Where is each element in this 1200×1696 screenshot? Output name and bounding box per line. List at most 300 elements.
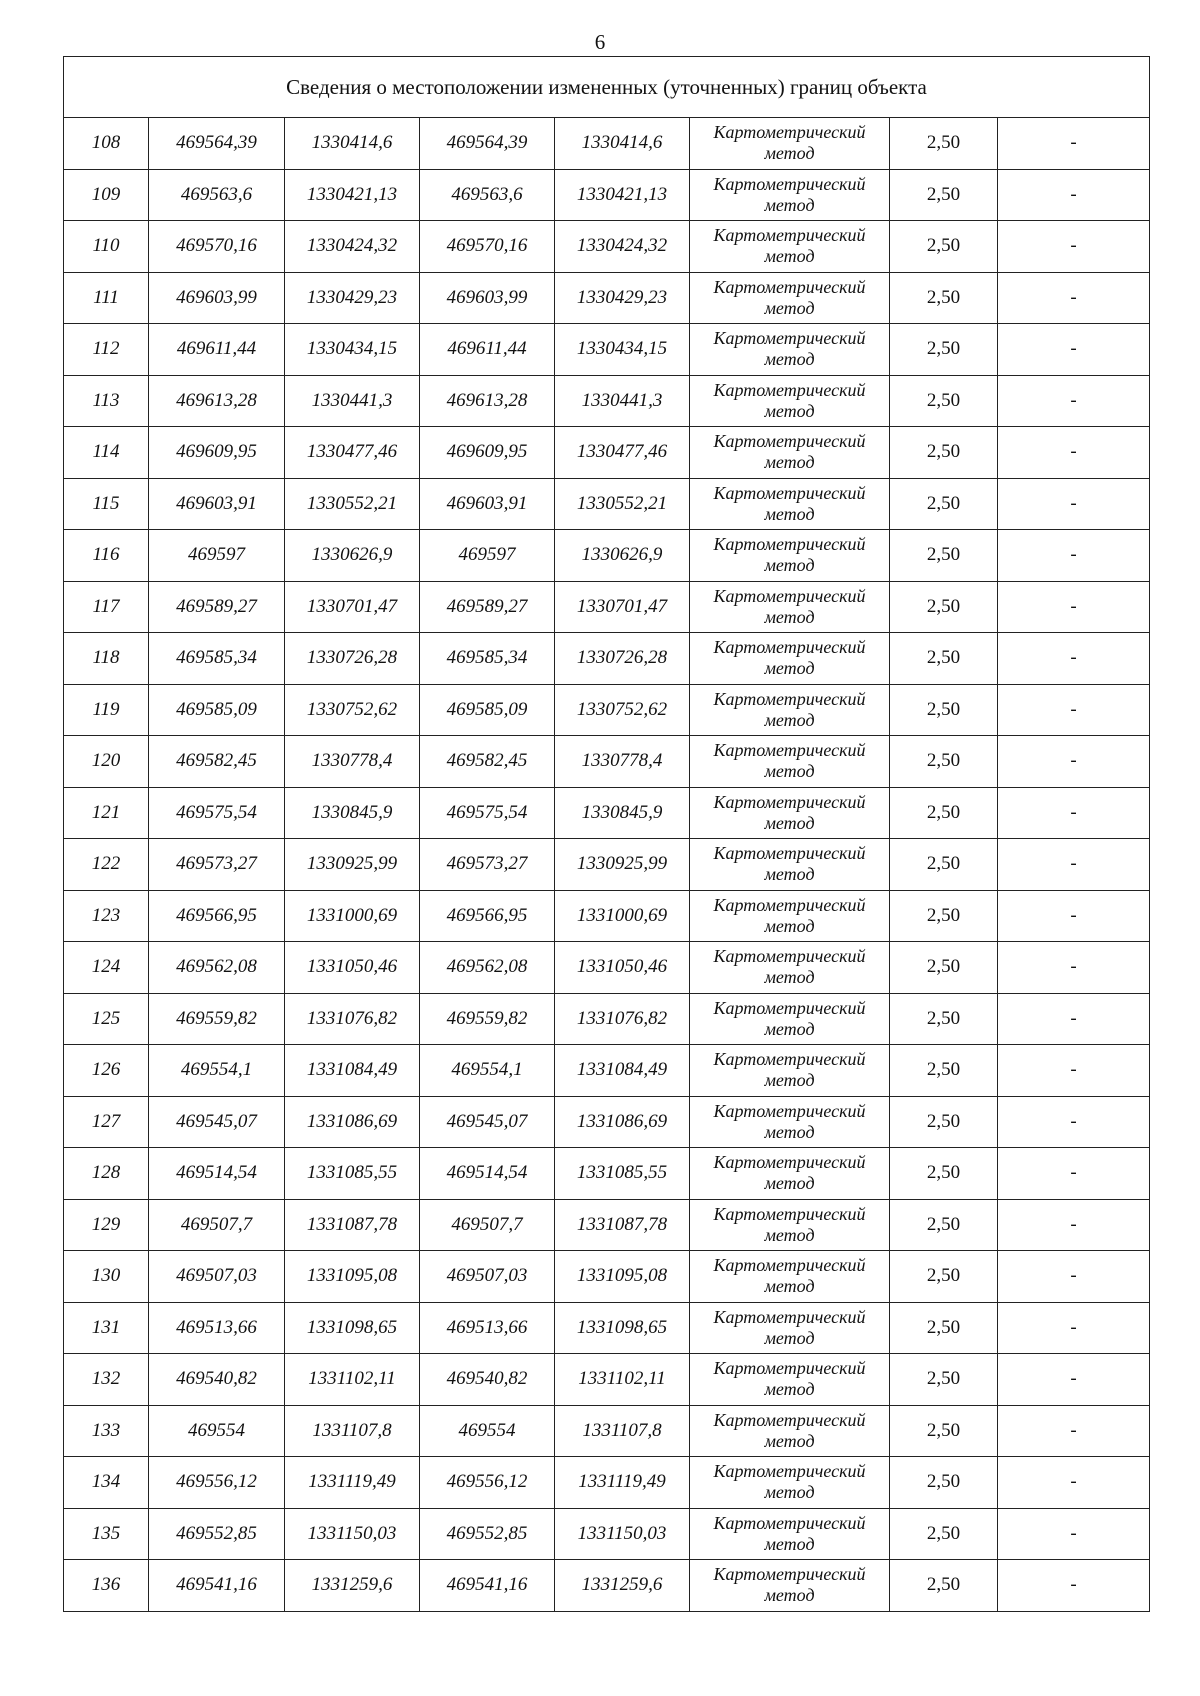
refined-y-cell: 1330626,9 xyxy=(555,530,690,582)
existing-x-cell: 469564,39 xyxy=(149,118,285,170)
existing-x-cell: 469540,82 xyxy=(149,1354,285,1406)
accuracy-cell: 2,50 xyxy=(890,581,998,633)
point-number-cell: 127 xyxy=(64,1096,149,1148)
method-line-2: метод xyxy=(764,761,815,782)
method-line-2: метод xyxy=(764,1070,815,1091)
note-cell: - xyxy=(998,1354,1150,1406)
table-section-title: Сведения о местоположении измененных (уточненных) границ объекта xyxy=(64,57,1150,118)
method-line-1: Картометрический xyxy=(713,740,866,761)
existing-x-cell: 469563,6 xyxy=(149,169,285,221)
existing-y-cell: 1330424,32 xyxy=(285,221,420,273)
method-line-2: метод xyxy=(764,400,815,421)
point-number-cell: 118 xyxy=(64,633,149,685)
point-number-cell: 126 xyxy=(64,1045,149,1097)
refined-y-cell: 1331119,49 xyxy=(555,1457,690,1509)
existing-y-cell: 1331087,78 xyxy=(285,1199,420,1251)
table-row xyxy=(64,272,1150,324)
refined-y-cell: 1331000,69 xyxy=(555,890,690,942)
existing-x-cell: 469589,27 xyxy=(149,581,285,633)
table-row xyxy=(64,1354,1150,1406)
table-row xyxy=(64,1457,1150,1509)
accuracy-cell: 2,50 xyxy=(890,942,998,994)
method-cell xyxy=(690,1096,890,1148)
refined-y-cell: 1330424,32 xyxy=(555,221,690,273)
method-cell xyxy=(690,272,890,324)
table-row xyxy=(64,1199,1150,1251)
existing-y-cell: 1331150,03 xyxy=(285,1508,420,1560)
existing-y-cell: 1330414,6 xyxy=(285,118,420,170)
method-line-2: метод xyxy=(764,812,815,833)
table-row xyxy=(64,221,1150,273)
note-cell: - xyxy=(998,839,1150,891)
table-row xyxy=(64,1508,1150,1560)
method-line-2: метод xyxy=(764,1173,815,1194)
existing-y-cell: 1331076,82 xyxy=(285,993,420,1045)
table-row xyxy=(64,1251,1150,1303)
method-line-2: метод xyxy=(764,246,815,267)
refined-x-cell: 469609,95 xyxy=(420,427,555,479)
existing-x-cell: 469603,99 xyxy=(149,272,285,324)
refined-y-cell: 1331050,46 xyxy=(555,942,690,994)
method-line-1: Картометрический xyxy=(713,1049,866,1070)
table-row xyxy=(64,890,1150,942)
accuracy-cell: 2,50 xyxy=(890,1148,998,1200)
refined-x-cell: 469559,82 xyxy=(420,993,555,1045)
method-line-2: метод xyxy=(764,1585,815,1606)
refined-y-cell: 1331107,8 xyxy=(555,1405,690,1457)
existing-y-cell: 1331084,49 xyxy=(285,1045,420,1097)
table-row xyxy=(64,1560,1150,1612)
table-row xyxy=(64,1302,1150,1354)
refined-x-cell: 469556,12 xyxy=(420,1457,555,1509)
refined-x-cell: 469603,91 xyxy=(420,478,555,530)
point-number-cell: 130 xyxy=(64,1251,149,1303)
method-line-2: метод xyxy=(764,1018,815,1039)
existing-x-cell: 469554,1 xyxy=(149,1045,285,1097)
refined-x-cell: 469541,16 xyxy=(420,1560,555,1612)
accuracy-cell: 2,50 xyxy=(890,272,998,324)
table-row xyxy=(64,427,1150,479)
point-number-cell: 123 xyxy=(64,890,149,942)
method-line-1: Картометрический xyxy=(713,276,866,297)
method-line-1: Картометрический xyxy=(713,1358,866,1379)
method-line-1: Картометрический xyxy=(713,1152,866,1173)
existing-y-cell: 1331107,8 xyxy=(285,1405,420,1457)
point-number-cell: 122 xyxy=(64,839,149,891)
table-row xyxy=(64,684,1150,736)
refined-x-cell: 469611,44 xyxy=(420,324,555,376)
table-row xyxy=(64,478,1150,530)
accuracy-cell: 2,50 xyxy=(890,1354,998,1406)
refined-x-cell: 469554 xyxy=(420,1405,555,1457)
refined-y-cell: 1330429,23 xyxy=(555,272,690,324)
table-row xyxy=(64,1405,1150,1457)
existing-y-cell: 1330778,4 xyxy=(285,736,420,788)
method-line-1: Картометрический xyxy=(713,1564,866,1585)
refined-y-cell: 1330477,46 xyxy=(555,427,690,479)
note-cell: - xyxy=(998,1405,1150,1457)
refined-x-cell: 469582,45 xyxy=(420,736,555,788)
method-line-2: метод xyxy=(764,606,815,627)
note-cell: - xyxy=(998,375,1150,427)
method-cell xyxy=(690,839,890,891)
table-row xyxy=(64,581,1150,633)
method-line-1: Картометрический xyxy=(713,482,866,503)
method-line-1: Картометрический xyxy=(713,328,866,349)
method-line-2: метод xyxy=(764,1430,815,1451)
method-line-1: Картометрический xyxy=(713,585,866,606)
existing-x-cell: 469611,44 xyxy=(149,324,285,376)
accuracy-cell: 2,50 xyxy=(890,787,998,839)
note-cell: - xyxy=(998,1199,1150,1251)
refined-x-cell: 469552,85 xyxy=(420,1508,555,1560)
point-number-cell: 121 xyxy=(64,787,149,839)
table-row xyxy=(64,787,1150,839)
method-line-2: метод xyxy=(764,452,815,473)
refined-x-cell: 469507,03 xyxy=(420,1251,555,1303)
refined-y-cell: 1330421,13 xyxy=(555,169,690,221)
point-number-cell: 125 xyxy=(64,993,149,1045)
method-line-1: Картометрический xyxy=(713,534,866,555)
accuracy-cell: 2,50 xyxy=(890,478,998,530)
existing-y-cell: 1331085,55 xyxy=(285,1148,420,1200)
table-row xyxy=(64,530,1150,582)
existing-y-cell: 1331098,65 xyxy=(285,1302,420,1354)
method-cell xyxy=(690,1302,890,1354)
note-cell: - xyxy=(998,1457,1150,1509)
note-cell: - xyxy=(998,272,1150,324)
refined-y-cell: 1330441,3 xyxy=(555,375,690,427)
existing-y-cell: 1330845,9 xyxy=(285,787,420,839)
method-cell xyxy=(690,1045,890,1097)
point-number-cell: 109 xyxy=(64,169,149,221)
method-cell xyxy=(690,221,890,273)
accuracy-cell: 2,50 xyxy=(890,839,998,891)
refined-x-cell: 469514,54 xyxy=(420,1148,555,1200)
accuracy-cell: 2,50 xyxy=(890,1045,998,1097)
method-cell xyxy=(690,478,890,530)
table-row xyxy=(64,118,1150,170)
point-number-cell: 129 xyxy=(64,1199,149,1251)
method-line-2: метод xyxy=(764,297,815,318)
refined-x-cell: 469563,6 xyxy=(420,169,555,221)
method-cell xyxy=(690,1457,890,1509)
point-number-cell: 133 xyxy=(64,1405,149,1457)
accuracy-cell: 2,50 xyxy=(890,1457,998,1509)
accuracy-cell: 2,50 xyxy=(890,633,998,685)
note-cell: - xyxy=(998,118,1150,170)
refined-y-cell: 1331084,49 xyxy=(555,1045,690,1097)
page-number: 6 xyxy=(594,30,606,54)
point-number-cell: 119 xyxy=(64,684,149,736)
point-number-cell: 110 xyxy=(64,221,149,273)
method-line-1: Картометрический xyxy=(713,1461,866,1482)
existing-y-cell: 1330701,47 xyxy=(285,581,420,633)
point-number-cell: 108 xyxy=(64,118,149,170)
existing-x-cell: 469559,82 xyxy=(149,993,285,1045)
existing-y-cell: 1330441,3 xyxy=(285,375,420,427)
method-cell xyxy=(690,736,890,788)
refined-y-cell: 1330434,15 xyxy=(555,324,690,376)
refined-x-cell: 469507,7 xyxy=(420,1199,555,1251)
existing-x-cell: 469613,28 xyxy=(149,375,285,427)
point-number-cell: 112 xyxy=(64,324,149,376)
existing-y-cell: 1330925,99 xyxy=(285,839,420,891)
method-line-1: Картометрический xyxy=(713,688,866,709)
method-cell xyxy=(690,787,890,839)
method-line-1: Картометрический xyxy=(713,173,866,194)
point-number-cell: 135 xyxy=(64,1508,149,1560)
refined-y-cell: 1330552,21 xyxy=(555,478,690,530)
existing-x-cell: 469585,09 xyxy=(149,684,285,736)
table-row xyxy=(64,1096,1150,1148)
refined-x-cell: 469603,99 xyxy=(420,272,555,324)
refined-y-cell: 1330925,99 xyxy=(555,839,690,891)
method-cell xyxy=(690,684,890,736)
note-cell: - xyxy=(998,787,1150,839)
method-line-1: Картометрический xyxy=(713,791,866,812)
point-number-cell: 136 xyxy=(64,1560,149,1612)
method-line-2: метод xyxy=(764,1533,815,1554)
refined-y-cell: 1331087,78 xyxy=(555,1199,690,1251)
point-number-cell: 114 xyxy=(64,427,149,479)
refined-y-cell: 1330845,9 xyxy=(555,787,690,839)
existing-x-cell: 469507,03 xyxy=(149,1251,285,1303)
method-line-1: Картометрический xyxy=(713,1203,866,1224)
method-line-1: Картометрический xyxy=(713,431,866,452)
method-line-2: метод xyxy=(764,658,815,679)
accuracy-cell: 2,50 xyxy=(890,1096,998,1148)
existing-x-cell: 469603,91 xyxy=(149,478,285,530)
existing-y-cell: 1330434,15 xyxy=(285,324,420,376)
boundary-coordinates-table xyxy=(63,56,1150,1612)
note-cell: - xyxy=(998,530,1150,582)
refined-x-cell: 469562,08 xyxy=(420,942,555,994)
note-cell: - xyxy=(998,993,1150,1045)
accuracy-cell: 2,50 xyxy=(890,1199,998,1251)
method-line-2: метод xyxy=(764,1121,815,1142)
method-cell xyxy=(690,581,890,633)
note-cell: - xyxy=(998,169,1150,221)
note-cell: - xyxy=(998,1560,1150,1612)
existing-x-cell: 469597 xyxy=(149,530,285,582)
method-line-2: метод xyxy=(764,1224,815,1245)
existing-y-cell: 1331050,46 xyxy=(285,942,420,994)
existing-x-cell: 469566,95 xyxy=(149,890,285,942)
refined-x-cell: 469513,66 xyxy=(420,1302,555,1354)
method-line-1: Картометрический xyxy=(713,1100,866,1121)
method-line-1: Картометрический xyxy=(713,1306,866,1327)
refined-x-cell: 469566,95 xyxy=(420,890,555,942)
method-line-2: метод xyxy=(764,1276,815,1297)
table-body xyxy=(64,118,1150,1612)
refined-y-cell: 1331076,82 xyxy=(555,993,690,1045)
existing-x-cell: 469541,16 xyxy=(149,1560,285,1612)
refined-y-cell: 1331098,65 xyxy=(555,1302,690,1354)
method-line-1: Картометрический xyxy=(713,379,866,400)
existing-x-cell: 469585,34 xyxy=(149,633,285,685)
refined-y-cell: 1331259,6 xyxy=(555,1560,690,1612)
method-cell xyxy=(690,1251,890,1303)
point-number-cell: 111 xyxy=(64,272,149,324)
point-number-cell: 128 xyxy=(64,1148,149,1200)
point-number-cell: 120 xyxy=(64,736,149,788)
method-cell xyxy=(690,1405,890,1457)
method-cell xyxy=(690,1354,890,1406)
method-line-2: метод xyxy=(764,349,815,370)
accuracy-cell: 2,50 xyxy=(890,530,998,582)
refined-y-cell: 1331102,11 xyxy=(555,1354,690,1406)
point-number-cell: 131 xyxy=(64,1302,149,1354)
existing-y-cell: 1331000,69 xyxy=(285,890,420,942)
accuracy-cell: 2,50 xyxy=(890,375,998,427)
refined-y-cell: 1331150,03 xyxy=(555,1508,690,1560)
method-line-2: метод xyxy=(764,555,815,576)
table-row xyxy=(64,633,1150,685)
existing-y-cell: 1330429,23 xyxy=(285,272,420,324)
refined-x-cell: 469575,54 xyxy=(420,787,555,839)
note-cell: - xyxy=(998,942,1150,994)
method-cell xyxy=(690,1560,890,1612)
point-number-cell: 117 xyxy=(64,581,149,633)
existing-y-cell: 1331259,6 xyxy=(285,1560,420,1612)
table-row xyxy=(64,839,1150,891)
method-cell xyxy=(690,324,890,376)
method-line-2: метод xyxy=(764,1327,815,1348)
method-cell xyxy=(690,427,890,479)
note-cell: - xyxy=(998,1508,1150,1560)
existing-y-cell: 1330421,13 xyxy=(285,169,420,221)
table-row xyxy=(64,1045,1150,1097)
note-cell: - xyxy=(998,581,1150,633)
point-number-cell: 132 xyxy=(64,1354,149,1406)
accuracy-cell: 2,50 xyxy=(890,427,998,479)
point-number-cell: 134 xyxy=(64,1457,149,1509)
refined-y-cell: 1330701,47 xyxy=(555,581,690,633)
method-line-1: Картометрический xyxy=(713,1512,866,1533)
refined-x-cell: 469589,27 xyxy=(420,581,555,633)
existing-y-cell: 1331119,49 xyxy=(285,1457,420,1509)
accuracy-cell: 2,50 xyxy=(890,1302,998,1354)
table-row xyxy=(64,375,1150,427)
existing-x-cell: 469507,7 xyxy=(149,1199,285,1251)
point-number-cell: 115 xyxy=(64,478,149,530)
note-cell: - xyxy=(998,1045,1150,1097)
refined-x-cell: 469585,09 xyxy=(420,684,555,736)
existing-y-cell: 1330552,21 xyxy=(285,478,420,530)
accuracy-cell: 2,50 xyxy=(890,736,998,788)
method-line-2: метод xyxy=(764,709,815,730)
note-cell: - xyxy=(998,684,1150,736)
accuracy-cell: 2,50 xyxy=(890,1405,998,1457)
accuracy-cell: 2,50 xyxy=(890,118,998,170)
table-row xyxy=(64,169,1150,221)
note-cell: - xyxy=(998,324,1150,376)
refined-y-cell: 1330778,4 xyxy=(555,736,690,788)
existing-x-cell: 469570,16 xyxy=(149,221,285,273)
note-cell: - xyxy=(998,1251,1150,1303)
existing-x-cell: 469514,54 xyxy=(149,1148,285,1200)
point-number-cell: 113 xyxy=(64,375,149,427)
table-row xyxy=(64,942,1150,994)
existing-x-cell: 469582,45 xyxy=(149,736,285,788)
note-cell: - xyxy=(998,890,1150,942)
method-cell xyxy=(690,1148,890,1200)
existing-x-cell: 469513,66 xyxy=(149,1302,285,1354)
existing-y-cell: 1331095,08 xyxy=(285,1251,420,1303)
accuracy-cell: 2,50 xyxy=(890,169,998,221)
accuracy-cell: 2,50 xyxy=(890,1560,998,1612)
existing-x-cell: 469562,08 xyxy=(149,942,285,994)
method-cell xyxy=(690,993,890,1045)
refined-y-cell: 1330752,62 xyxy=(555,684,690,736)
table-row xyxy=(64,1148,1150,1200)
method-line-2: метод xyxy=(764,143,815,164)
method-line-1: Картометрический xyxy=(713,637,866,658)
method-line-1: Картометрический xyxy=(713,894,866,915)
method-cell xyxy=(690,1508,890,1560)
method-line-2: метод xyxy=(764,1379,815,1400)
accuracy-cell: 2,50 xyxy=(890,221,998,273)
point-number-cell: 116 xyxy=(64,530,149,582)
note-cell: - xyxy=(998,736,1150,788)
table-row xyxy=(64,736,1150,788)
existing-x-cell: 469545,07 xyxy=(149,1096,285,1148)
method-line-1: Картометрический xyxy=(713,997,866,1018)
existing-x-cell: 469609,95 xyxy=(149,427,285,479)
table-row xyxy=(64,993,1150,1045)
method-line-1: Картометрический xyxy=(713,122,866,143)
existing-x-cell: 469554 xyxy=(149,1405,285,1457)
method-line-1: Картометрический xyxy=(713,1409,866,1430)
existing-y-cell: 1331102,11 xyxy=(285,1354,420,1406)
existing-y-cell: 1330752,62 xyxy=(285,684,420,736)
method-line-2: метод xyxy=(764,194,815,215)
method-cell xyxy=(690,633,890,685)
refined-x-cell: 469573,27 xyxy=(420,839,555,891)
refined-y-cell: 1331085,55 xyxy=(555,1148,690,1200)
note-cell: - xyxy=(998,221,1150,273)
method-line-1: Картометрический xyxy=(713,225,866,246)
accuracy-cell: 2,50 xyxy=(890,684,998,736)
method-line-2: метод xyxy=(764,503,815,524)
refined-x-cell: 469570,16 xyxy=(420,221,555,273)
method-cell xyxy=(690,169,890,221)
accuracy-cell: 2,50 xyxy=(890,890,998,942)
refined-x-cell: 469613,28 xyxy=(420,375,555,427)
refined-x-cell: 469597 xyxy=(420,530,555,582)
refined-x-cell: 469564,39 xyxy=(420,118,555,170)
method-cell xyxy=(690,530,890,582)
method-cell xyxy=(690,1199,890,1251)
method-cell xyxy=(690,942,890,994)
note-cell: - xyxy=(998,427,1150,479)
method-line-2: метод xyxy=(764,915,815,936)
method-line-1: Картометрический xyxy=(713,843,866,864)
note-cell: - xyxy=(998,478,1150,530)
note-cell: - xyxy=(998,1148,1150,1200)
existing-x-cell: 469573,27 xyxy=(149,839,285,891)
note-cell: - xyxy=(998,1096,1150,1148)
refined-y-cell: 1330414,6 xyxy=(555,118,690,170)
method-cell xyxy=(690,890,890,942)
note-cell: - xyxy=(998,633,1150,685)
refined-x-cell: 469545,07 xyxy=(420,1096,555,1148)
method-line-2: метод xyxy=(764,864,815,885)
accuracy-cell: 2,50 xyxy=(890,993,998,1045)
existing-y-cell: 1331086,69 xyxy=(285,1096,420,1148)
refined-x-cell: 469585,34 xyxy=(420,633,555,685)
